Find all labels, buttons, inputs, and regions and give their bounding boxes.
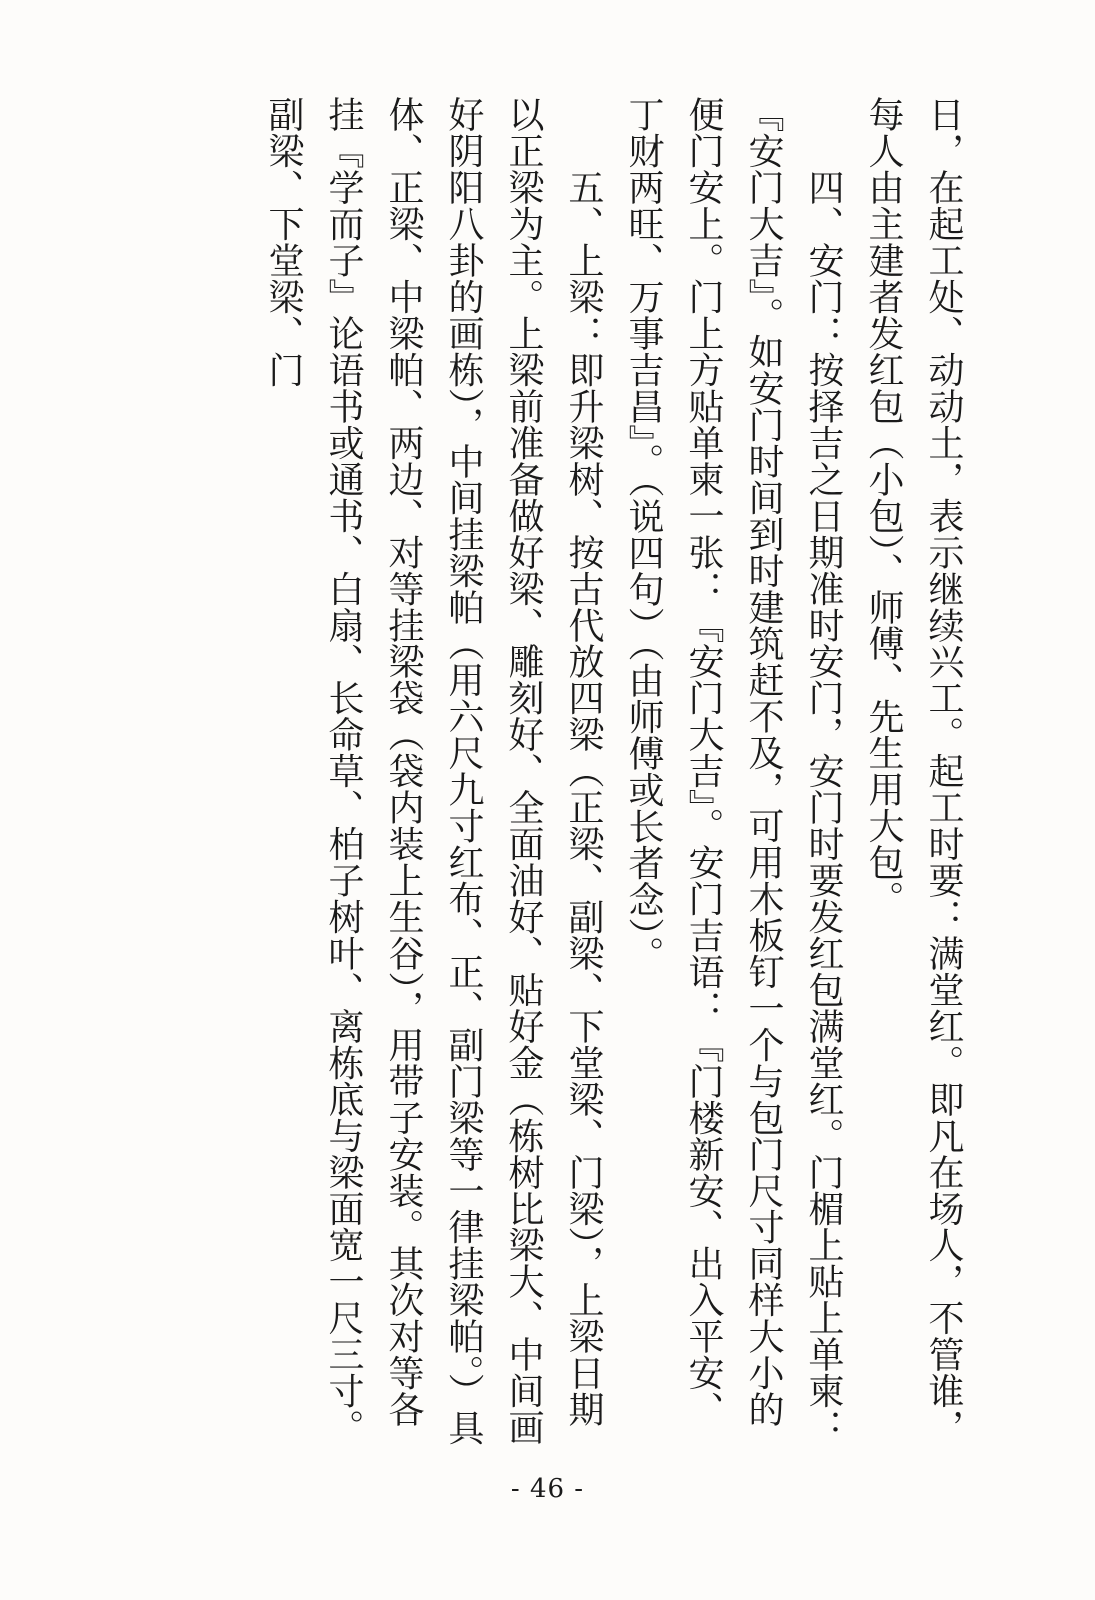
page-number: - 46 - [510,1474,585,1504]
paragraph-install-door: 四、安门：按择吉之日期准时安门，安门时要发红包满堂红。门楣上贴上单柬：『安门大吉』。如安门时间到时建筑赶不及，可用木板钉一个与包门尺寸同样大小的便门安上。门上方贴单柬一张：『安门大吉』。安门吉语：『门楼新安、出入平安、丁财两旺、万事吉昌』。（说四句）（由师傅或长者念）。 [623,96,844,1446]
body-text [253,96,973,1456]
paragraph-raise-beam: 五、上梁：即升梁树、按古代放四梁（正梁、副梁、下堂梁、门梁），上梁日期以正梁为主。上梁前准备做好梁、雕刻好、全面油好、贴好金（栋树比梁大、中间画好阴阳八卦的画栋），中间挂梁帕（用六尺九寸红布、正、副门梁等一律挂梁帕。）具体、正梁、中梁帕、两边、对等挂梁袋（袋内装上生谷），用带子安装。其次对等各挂『学而子』论语书或通书、白扇、长命草、柏子树叶、离栋底与梁面宽一尺三寸。副梁、下堂梁、门 [263,96,604,1446]
paragraph-continuation: 日，在起工处、动动土，表示继续兴工。起工时要：满堂红。即凡在场人，不管谁，每人由主建者发红包（小包）、师傅、先生用大包。 [863,96,964,1446]
